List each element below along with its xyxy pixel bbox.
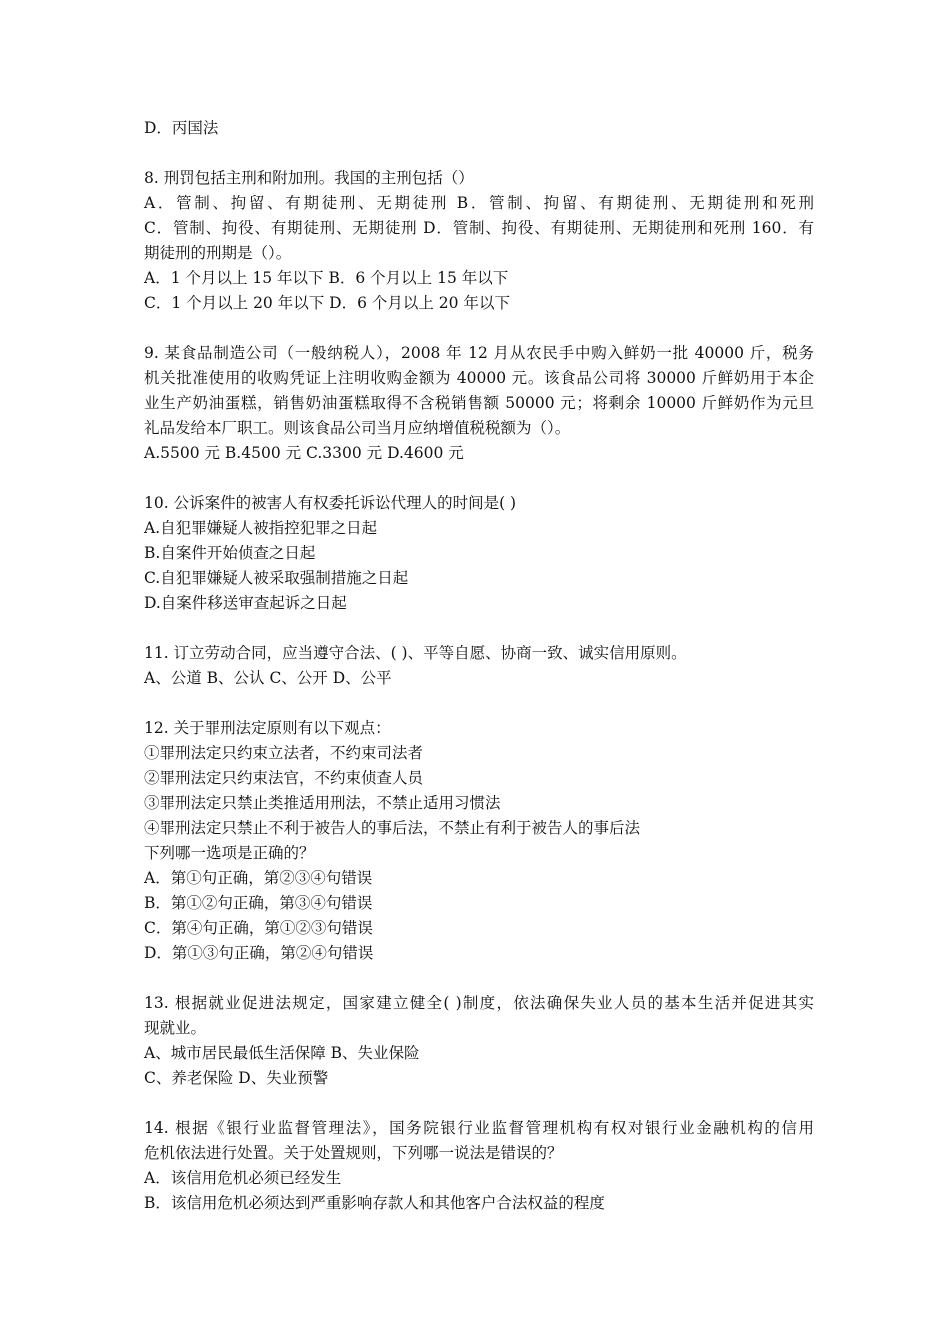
question-10 — [144, 491, 814, 616]
option-d: D．丙国法 — [144, 119, 219, 137]
option-line: C．管制、拘役、有期徒刑、无期徒刑 D．管制、拘役、有期徒刑、无期徒刑和死刑 160．有 — [144, 219, 814, 237]
question-stem: 13. 根据就业促进法规定，国家建立健全( )制度，依法确保失业人员的基本生活并促进其实 — [144, 994, 814, 1012]
question-stem: 礼品发给本厂职工。则该食品公司当月应纳增值税税额为（）。 — [144, 419, 571, 437]
option-line: A．管制、拘留、有期徒刑、无期徒刑 B．管制、拘留、有期徒刑、无期徒刑和死刑 — [144, 194, 814, 212]
option-line: A.5500 元 B.4500 元 C.3300 元 D.4600 元 — [144, 444, 464, 462]
question-stem: 11. 订立劳动合同，应当遵守合法、( )、平等自愿、协商一致、诚实信用原则。 — [144, 644, 687, 662]
question-9 — [144, 341, 814, 466]
option-line: A．1 个月以上 15 年以下 B．6 个月以上 15 年以下 — [144, 269, 509, 287]
option-a: A.自犯罪嫌疑人被指控犯罪之日起 — [144, 519, 378, 537]
statement-3: ③罪刑法定只禁止类推适用刑法，不禁止适用习惯法 — [144, 794, 501, 812]
option-d: D.自案件移送审查起诉之日起 — [144, 594, 347, 612]
question-stem: 9. 某食品制造公司（一般纳税人），2008 年 12 月从农民手中购入鲜奶一批 40000 斤，税务 — [144, 344, 814, 362]
option-c: C．第④句正确，第①②③句错误 — [144, 919, 373, 937]
option-d: D．第①③句正确，第②④句错误 — [144, 944, 374, 962]
option-a: A．该信用危机必须已经发生 — [144, 1169, 342, 1187]
option-line: C、养老保险 D、失业预警 — [144, 1069, 329, 1087]
question-prompt: 下列哪一选项是正确的？ — [144, 844, 315, 862]
question-stem: 业生产奶油蛋糕，销售奶油蛋糕取得不含税销售额 50000 元；将剩余 10000 斤鲜奶作为元旦 — [144, 394, 814, 412]
option-c: C.自犯罪嫌疑人被采取强制措施之日起 — [144, 569, 409, 587]
statement-4: ④罪刑法定只禁止不利于被告人的事后法，不禁止有利于被告人的事后法 — [144, 819, 641, 837]
question-11 — [144, 641, 814, 691]
option-a: A．第①句正确，第②③④句错误 — [144, 869, 373, 887]
question-stem: 8. 刑罚包括主刑和附加刑。我国的主刑包括（） — [144, 169, 474, 187]
question-8 — [144, 166, 814, 316]
question-stem: 期徒刑的刑期是（）。 — [144, 244, 292, 262]
statement-1: ①罪刑法定只约束立法者，不约束司法者 — [144, 744, 424, 762]
question-13 — [144, 991, 814, 1091]
option-b: B.自案件开始侦查之日起 — [144, 544, 316, 562]
question-stem: 现就业。 — [144, 1019, 207, 1037]
option-line: C．1 个月以上 20 年以下 D．6 个月以上 20 年以下 — [144, 294, 510, 312]
question-14 — [144, 1116, 814, 1216]
option-line: A、公道 B、公认 C、公开 D、公平 — [144, 669, 392, 687]
question-stem: 10. 公诉案件的被害人有权委托诉讼代理人的时间是( ) — [144, 494, 517, 512]
question-stem: 机关批准使用的收购凭证上注明收购金额为 40000 元。该食品公司将 30000 斤鲜奶用于本企 — [144, 369, 814, 387]
question-stem: 12. 关于罪刑法定原则有以下观点： — [144, 719, 391, 737]
option-b: B．该信用危机必须达到严重影响存款人和其他客户合法权益的程度 — [144, 1194, 605, 1212]
document-page — [144, 116, 814, 1241]
question-7-tail — [144, 116, 814, 141]
statement-2: ②罪刑法定只约束法官，不约束侦查人员 — [144, 769, 424, 787]
question-12 — [144, 716, 814, 966]
option-line: A、城市居民最低生活保障 B、失业保险 — [144, 1044, 420, 1062]
question-stem: 14. 根据《银行业监督管理法》，国务院银行业监督管理机构有权对银行业金融机构的信用 — [144, 1119, 814, 1137]
question-stem: 危机依法进行处置。关于处置规则，下列哪一说法是错误的？ — [144, 1144, 563, 1162]
option-b: B．第①②句正确，第③④句错误 — [144, 894, 373, 912]
